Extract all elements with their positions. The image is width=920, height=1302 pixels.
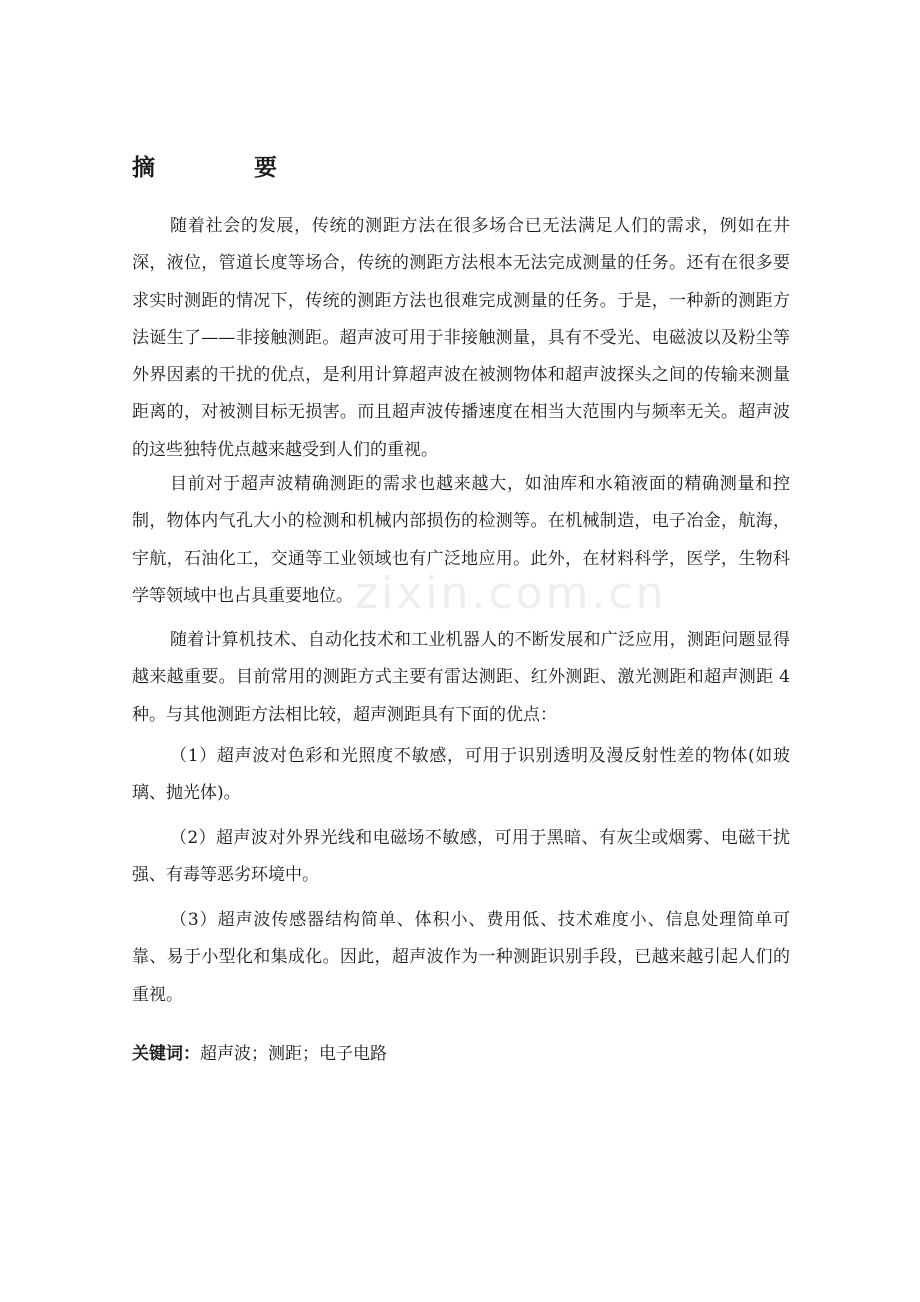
abstract-title: 摘 要 [132, 155, 315, 181]
advantage-item-3: （3）超声波传感器结构简单、体积小、费用低、技术难度小、信息处理简单可靠、易于小型化和集成化。因此，超声波作为一种测距识别手段，已越来越引起人们的重视。 [132, 910, 790, 1005]
advantage-item-1: （1）超声波对色彩和光照度不敏感，可用于识别透明及漫反射性差的物体(如玻璃、抛光体)。 [132, 746, 790, 804]
paragraph-3: 随着计算机技术、自动化技术和工业机器人的不断发展和广泛应用，测距问题显得越来越重要。目前常用的测距方式主要有雷达测距、红外测距、激光测距和超声测距 4 种。与其他测距方法相比较，超声测距具有下面的优点： [132, 630, 790, 725]
paragraph-2: 目前对于超声波精确测距的需求也越来越大，如油库和水箱液面的精确测量和控制，物体内气孔大小的检测和机械内部损伤的检测等。在机械制造，电子冶金，航海，宇航，石油化工，交通等工业领域也有广泛地应用。此外，在材料科学，医学，生物科学等领域中也占具重要地位。 [132, 474, 790, 606]
watermark-text: zixin.com.cn [355, 568, 667, 619]
paragraph-1: 随着社会的发展，传统的测距方法在很多场合已无法满足人们的需求，例如在井深，液位，管道长度等场合，传统的测距方法根本无法完成测量的任务。还有在很多要求实时测距的情况下，传统的测距方法也很难完成测量的任务。于是，一种新的测距方法诞生了——非接触测距。超声波可用于非接触测量，具有不受光、电磁波以及粉尘等外界因素的干扰的优点，是利用计算超声波在被测物体和超声波探头之间的传输来测量距离的，对被测目标无损害。而且超声波传播速度在相当大范围内与频率无关。超声波的这些独特优点越来越受到人们的重视。 [132, 216, 790, 460]
keywords-value: 超声波；测距；电子电路 [200, 1044, 387, 1064]
keywords-label: 关键词： [132, 1044, 200, 1064]
advantage-item-2: （2）超声波对外界光线和电磁场不敏感，可用于黑暗、有灰尘或烟雾、电磁干扰强、有毒等恶劣环境中。 [132, 828, 790, 886]
keywords-line [132, 1038, 387, 1070]
